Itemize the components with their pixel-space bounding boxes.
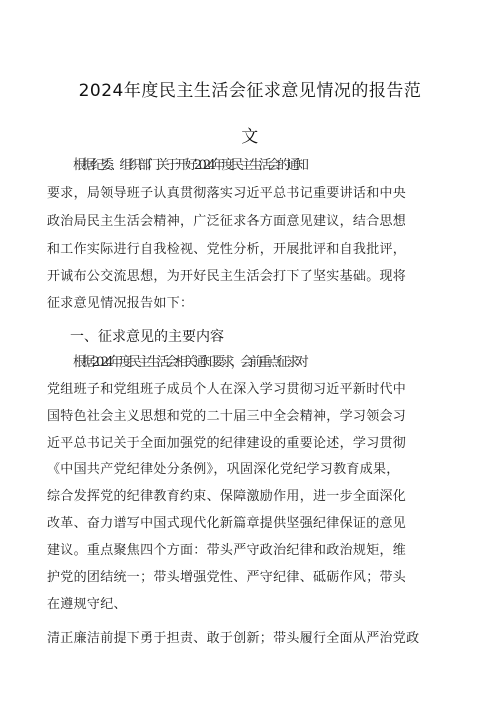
paragraph-2-line: 根据2024年度民主生活会相关通知要求，会前重点征求对: [73, 355, 306, 370]
paragraph-1-line: 政治局民主生活会精神，广泛征求各方面意见建议，结合思想: [47, 214, 407, 229]
paragraph-2-line: 建议。重点聚焦四个方面：带头严守政治纪律和政治规矩，维: [47, 543, 407, 558]
paragraph-2-line: 护党的团结统一；带头增强党性、严守纪律、砥砺作风；带头: [47, 570, 407, 585]
paragraph-3-line: 清正廉洁前提下勇于担责、敢于创新；带头履行全面从严治党政: [47, 631, 420, 646]
paragraph-2-line: 国特色社会主义思想和党的二十届三中全会精神，学习领会习: [47, 409, 407, 424]
section-heading: 一、征求意见的主要内容: [70, 329, 224, 345]
paragraph-2-line: 改革、奋力谱写中国式现代化新篇章提供坚强纪律保证的意见: [47, 516, 407, 531]
paragraph-2-line: 近平总书记关于全面加强党的纪律建设的重要论述，学习贯彻: [47, 436, 407, 451]
paragraph-1-line: 开诚布公交流思想，为开好民主生活会打下了坚实基础。现将: [47, 269, 407, 284]
paragraph-2-line: 党组班子和党组班子成员个人在深入学习贯彻习近平新时代中: [47, 382, 407, 397]
paragraph-1-line: 和工作实际进行自我检视、党性分析，开展批评和自我批评，: [47, 242, 407, 257]
paragraph-2-line: 在遵规守纪、: [47, 597, 127, 612]
paragraph-1-line: 要求，局领导班子认真贯彻落实习近平总书记重要讲话和中央: [47, 186, 407, 201]
paragraph-2-line: 综合发挥党的纪律教育约束、保障激励作用，进一步全面深化: [47, 489, 407, 504]
document-title-line-1: 2024年度民主生活会征求意见情况的报告范: [78, 81, 422, 101]
paragraph-2-line: 《中国共产党纪律处分条例》，巩固深化党纪学习教育成果，: [47, 462, 400, 477]
document-title-line-2: 文: [241, 127, 259, 147]
paragraph-1-line: 根据纪委、组织部门关于开好2024年度民主生活会的通知: [73, 158, 306, 173]
paragraph-1-line: 征求意见情况报告如下：: [47, 296, 194, 311]
